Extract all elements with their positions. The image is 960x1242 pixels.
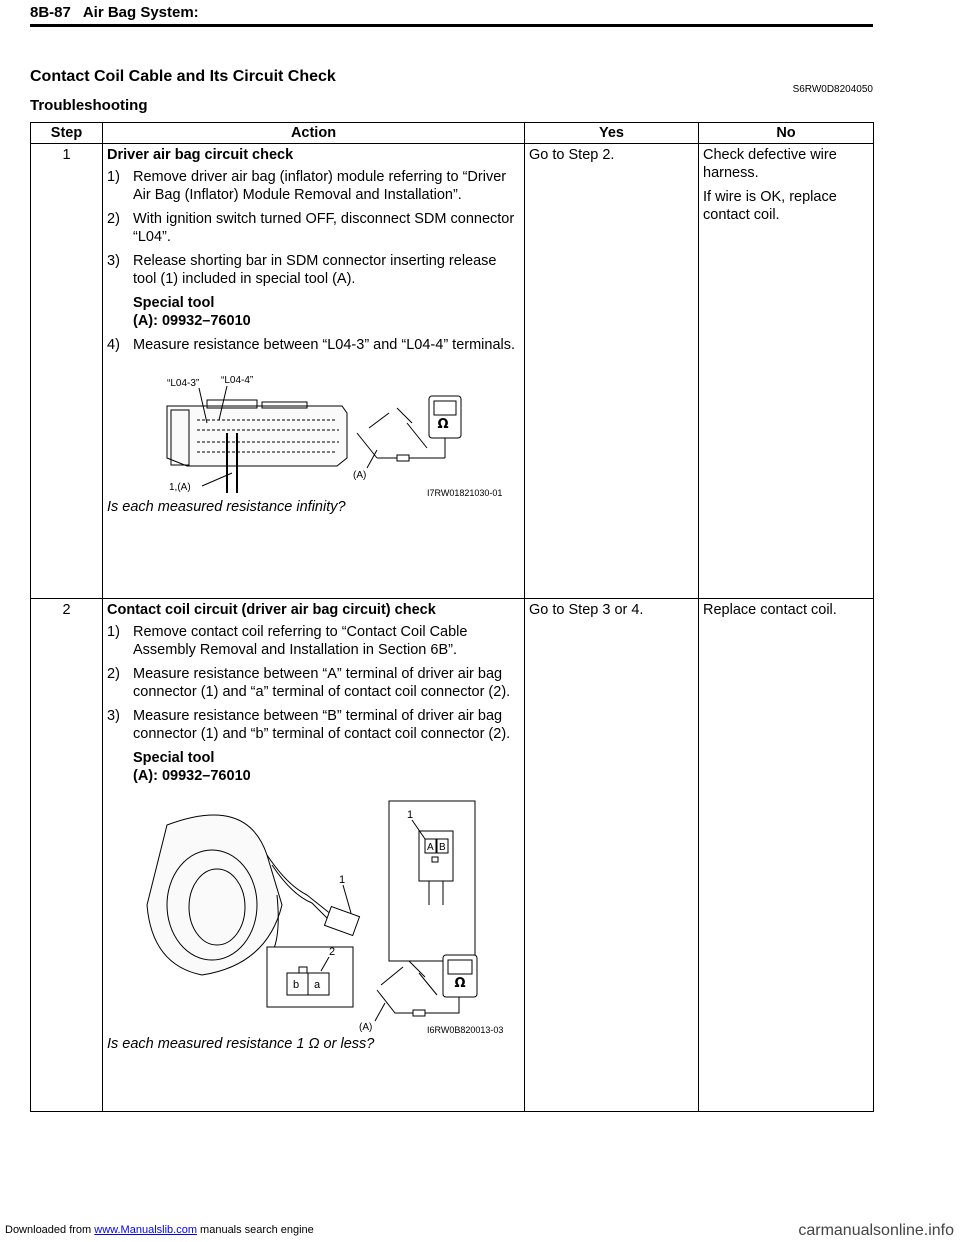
list-item: 1) Remove contact coil referring to “Contact Coil Cable Assembly Removal and Installation in Section 6B”. — [107, 624, 468, 658]
header-yes: Yes — [525, 123, 699, 144]
list-item: 2) With ignition switch turned OFF, disconnect SDM connector “L04”. — [107, 211, 515, 245]
step-title: Contact coil circuit (driver air bag circuit) check — [107, 602, 436, 618]
special-tool: Special tool (A): 09932–76010 — [133, 295, 251, 329]
table-header-row — [31, 123, 874, 144]
header-action: Action — [103, 123, 525, 144]
label-tool-a: (A) — [359, 1022, 373, 1033]
manualslib-link[interactable]: www.Manualslib.com — [94, 1224, 197, 1236]
page-header — [30, 4, 199, 21]
terminal-b-lower: b — [293, 979, 300, 991]
section-name: Air Bag System: — [82, 4, 199, 21]
ohm-symbol: Ω — [454, 976, 466, 991]
step-question: Is each measured resistance infinity? — [107, 499, 346, 515]
special-tool: Special tool (A): 09932–76010 — [133, 750, 251, 784]
step-title: Driver air bag circuit check — [107, 147, 294, 163]
table-row — [31, 599, 874, 1112]
table-row — [31, 144, 874, 599]
list-item: 4) Measure resistance between “L04-3” and “L04-4” terminals. — [107, 337, 516, 353]
section-subtitle: Troubleshooting — [30, 97, 148, 114]
list-item: 1) Remove driver air bag (inflator) module referring to “Driver Air Bag (Inflator) Module Removal and Installation”. — [107, 169, 507, 203]
terminal-a-lower: a — [314, 979, 321, 991]
troubleshooting-table — [30, 122, 874, 1112]
header-rule — [30, 24, 873, 27]
label-release-tool: 1,(A) — [169, 482, 191, 493]
list-item: 3) Release shorting bar in SDM connector inserting release tool (1) included in special tool (A). — [107, 253, 497, 287]
sdm-connector-figure — [107, 358, 519, 498]
label-tool-a: (A) — [353, 470, 367, 481]
label-connector-1: 1 — [339, 874, 346, 886]
figure-code: I7RW01821030-01 — [427, 488, 503, 498]
yes-cell: Go to Step 3 or 4. — [525, 599, 699, 1112]
ohm-symbol: Ω — [437, 417, 449, 432]
label-l04-3: “L04-3” — [167, 378, 200, 389]
label-contact-coil-connector: 2 — [329, 946, 336, 958]
no-cell: Check defective wire harness. If wire is OK, replace contact coil. — [699, 144, 874, 599]
page-title: Contact Coil Cable and Its Circuit Check — [30, 68, 336, 85]
label-driver-connector: 1 — [407, 809, 414, 821]
header-no: No — [699, 123, 874, 144]
label-l04-4: “L04-4” — [221, 375, 254, 386]
action-cell — [103, 144, 525, 599]
terminal-b-upper: B — [439, 842, 446, 853]
footer-prefix: Downloaded from — [5, 1224, 92, 1236]
action-list — [107, 623, 520, 743]
no-cell: Replace contact coil. — [699, 599, 874, 1112]
action-list — [107, 336, 520, 354]
footer-suffix: manuals search engine — [200, 1224, 314, 1236]
action-list — [107, 168, 520, 288]
list-item: 3) Measure resistance between “B” terminal of driver air bag connector (1) and “b” terminal of contact coil connector (2). — [107, 708, 511, 742]
header-step: Step — [31, 123, 103, 144]
step-number: 1 — [31, 144, 103, 599]
action-cell — [103, 599, 525, 1112]
contact-coil-figure — [107, 795, 519, 1035]
watermark: carmanualsonline.info — [798, 1222, 954, 1239]
list-item: 2) Measure resistance between “A” terminal of driver air bag connector (1) and “a” terminal of contact coil connector (2). — [107, 666, 511, 700]
yes-cell: Go to Step 2. — [525, 144, 699, 599]
doc-code: S6RW0D8204050 — [792, 84, 873, 95]
page-number: 8B-87 — [30, 4, 71, 21]
terminal-a-upper: A — [427, 842, 434, 853]
figure-code: I6RW0B820013-03 — [427, 1025, 504, 1035]
step-number: 2 — [31, 599, 103, 1112]
step-question: Is each measured resistance 1 Ω or less? — [107, 1036, 375, 1052]
